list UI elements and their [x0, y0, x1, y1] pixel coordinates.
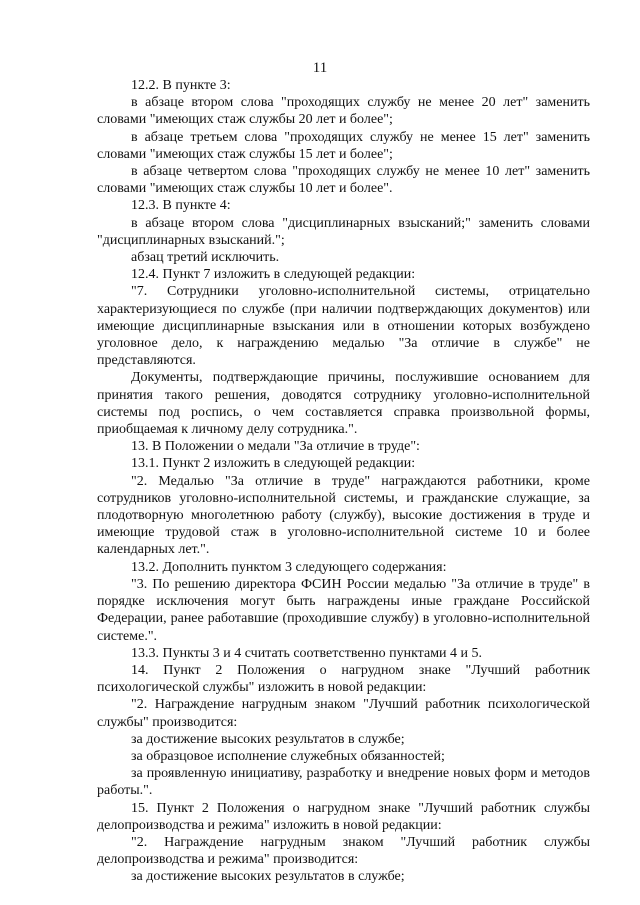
- paragraph: в абзаце втором слова "проходящих службу не менее 20 лет" заменить словами "имеющих стаж службы 20 лет и более";: [97, 95, 590, 128]
- paragraph: Документы, подтверждающие причины, послужившие основанием для принятия такого решения, доводятся сотруднику уголовно-исполнительной системы под роспись, о чем составляется справка произвольной формы, приобщаемая к личному делу сотрудника.".: [97, 370, 590, 438]
- paragraph: за достижение высоких результатов в службе;: [131, 731, 405, 747]
- paragraph: 13.2. Дополнить пунктом 3 следующего содержания:: [131, 559, 447, 575]
- paragraph: в абзаце втором слова "дисциплинарных взысканий;" заменить словами "дисциплинарных взысканий.";: [97, 215, 590, 248]
- paragraph: 14. Пункт 2 Положения о нагрудном знаке "Лучший работник психологической службы" изложить в новой редакции:: [97, 662, 590, 696]
- paragraph: за достижение высоких результатов в службе;: [131, 869, 405, 885]
- page-number: 11: [312, 60, 328, 76]
- paragraph: "7. Сотрудники уголовно-исполнительной системы, отрицательно характеризующиеся по службе (при наличии подтверждающих документов) или имеющие дисциплинарные взыскания или в отношении которых возбуждено уголовное дело, к награждению медалью "За отличие в службе" не представляются.: [97, 284, 590, 369]
- paragraph: за проявленную инициативу, разработку и внедрение новых форм и методов работы.".: [97, 766, 590, 799]
- paragraph: в абзаце третьем слова "проходящих службу не менее 15 лет" заменить словами "имеющих стаж службы 15 лет и более";: [97, 129, 590, 162]
- paragraph: абзац третий исключить.: [131, 250, 280, 266]
- document-body: [97, 77, 590, 886]
- paragraph: 15. Пункт 2 Положения о нагрудном знаке "Лучший работник службы делопроизводства и режима" изложить в новой редакции:: [97, 800, 590, 833]
- paragraph: "2. Медалью "За отличие в труде" награждаются работники, кроме сотрудников уголовно-исполнительной системы, и гражданские служащие, за плодотворную многолетнюю работу (службу), высокие достижения в труде и имеющие трудовой стаж в уголовно-исполнительной системе 10 и более календарных лет.".: [97, 473, 590, 558]
- paragraph: "2. Награждение нагрудным знаком "Лучший работник службы делопроизводства и режима" производится:: [97, 834, 590, 868]
- paragraph: 12.2. В пункте 3:: [131, 78, 231, 93]
- paragraph: 12.4. Пункт 7 изложить в следующей редакции:: [131, 267, 416, 283]
- paragraph: в абзаце четвертом слова "проходящих службу не менее 10 лет" заменить словами "имеющих стаж службы 10 лет и более".: [97, 164, 590, 197]
- paragraph: 13. В Положении о медали "За отличие в труде":: [131, 439, 420, 455]
- paragraph: "2. Награждение нагрудным знаком "Лучший работник психологической службы" производится:: [97, 697, 590, 730]
- paragraph: "3. По решению директора ФСИН России медалью "За отличие в труде" в порядке исключения могут быть награждены иные граждане Российской Федерации, ранее работавшие (проходившие службу) в уголовно-исполнительной системе.".: [97, 576, 590, 644]
- paragraph: за образцовое исполнение служебных обязанностей;: [131, 748, 445, 764]
- paragraph: 13.1. Пункт 2 изложить в следующей редакции:: [131, 456, 416, 472]
- paragraph: 12.3. В пункте 4:: [131, 198, 231, 214]
- paragraph: 13.3. Пункты 3 и 4 считать соответственно пунктами 4 и 5.: [131, 645, 483, 661]
